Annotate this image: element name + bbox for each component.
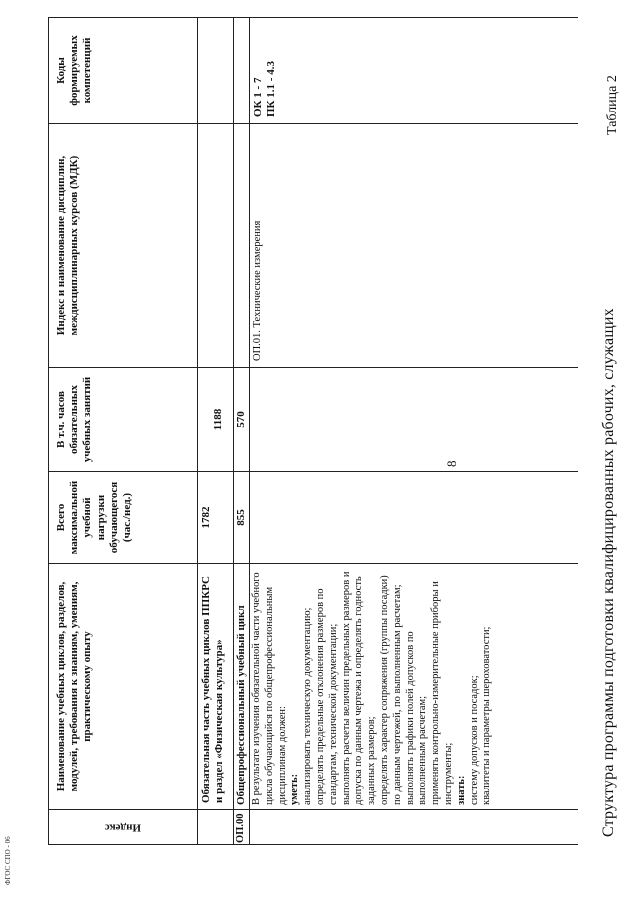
requirement-line: выполнять расчеты величин предельных размеров и допуска по данным чертежа и определять годность заданных размеров; [340,571,378,805]
cell-op00-mandatory: 570 [234,367,250,471]
header-index: Индекс [48,809,198,845]
requirement-line: В результате изучения обязательной части учебного цикла обучающийся по общепрофессиональным дисциплинам должен: [251,572,288,805]
cell-op00-max-load: 855 [234,471,250,563]
header-max-load: Всего максимальной учебной нагрузки обучающегося (час./нед.) [48,471,198,563]
cell-mandatory-mandatory: 1188 [198,367,234,471]
requirement-line: знать: [455,775,467,805]
requirement-line: определять предельные отклонения размеров по стандартам, технической документации; [314,588,339,805]
header-name: Наименование учебных циклов, разделов, модулей, требования к знаниям, умениям, практическому опыту [48,563,198,809]
cell-op01-requirements [250,563,578,809]
cell-op00-discipline [234,123,250,367]
requirement-line: квалитеты и параметры шероховатости; [481,626,493,805]
header-discipline: Индекс и наименование дисциплин, междисциплинарных курсов (МДК) [48,123,198,367]
cell-mandatory-max-load: 1782 [198,471,234,563]
requirement-line: применять контрольно-измерительные приборы и инструменты; [430,581,454,805]
header-row [48,17,198,845]
document-title-text: Структура программы подготовки квалифицированных рабочих, служащих [600,308,617,837]
cell-op01-discipline: ОП.01. Технические измерения [250,123,578,367]
requirement-line: выполнять графики полей допусков по выполненным расчетам; [404,631,429,805]
cell-op01-index [250,809,578,845]
row-op01 [250,17,578,845]
cell-op01-competences [250,17,578,123]
table-grid [48,17,578,845]
cell-mandatory-competences [198,17,234,123]
cell-op01-mandatory [250,367,578,471]
requirement-line: анализировать техническую документацию; [302,607,314,805]
row-mandatory [198,17,234,845]
competences-ok: ОК 1 - 7 [252,77,264,117]
page-number: 8 [444,460,459,467]
cell-mandatory-name: Обязательная часть учебных циклов ППКРС и раздел «Физическая культура» [198,563,234,809]
requirement-line: определять характер сопряжения (группы посадки) по данным чертежей, по выполненным расчетам; [378,575,403,805]
table-caption: Таблица 2 [605,75,620,135]
cell-mandatory-index [198,809,234,845]
cell-op01-max-load [250,471,578,563]
requirement-line: систему допусков и посадок; [468,675,480,805]
header-competences: Коды формируемых компетенций [48,17,198,123]
row-op00 [234,17,250,845]
cell-op00-index: ОП.00 [234,809,250,845]
requirement-line: уметь: [289,773,301,805]
cell-mandatory-discipline [198,123,234,367]
cell-op00-name: Общепрофессиональный учебный цикл [234,563,250,809]
competences-pk: ПК 1.1 - 4.3 [265,61,278,117]
header-mandatory: В т.ч. часов обязательных учебных занятий [48,367,198,471]
cell-op00-competences [234,17,250,123]
footer-code: ФГОС СПО - 06 [4,836,12,885]
